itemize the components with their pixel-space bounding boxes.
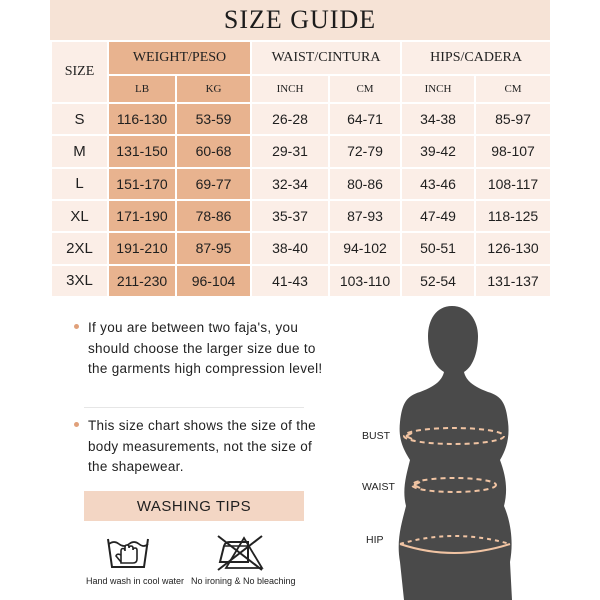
waist-inch-cell: 38-40 — [251, 232, 329, 264]
note-item — [72, 416, 334, 478]
size-header: SIZE — [51, 41, 108, 103]
size-cell: 3XL — [51, 265, 108, 297]
hips-header: HIPS/CADERA — [401, 41, 551, 75]
waist-header: WAIST/CINTURA — [251, 41, 401, 75]
hips-inch-cell: 43-46 — [401, 168, 475, 200]
size-cell: XL — [51, 200, 108, 232]
no-iron-label: No ironing & No bleaching — [191, 576, 296, 586]
lb-cell: 116-130 — [108, 103, 176, 135]
kg-cell: 87-95 — [176, 232, 251, 264]
hip-label: HIP — [366, 534, 384, 546]
note-text: This size chart shows the size of the body measurements, not the size of the shapewear. — [88, 418, 316, 474]
kg-cell: 60-68 — [176, 135, 251, 167]
table-sub-header-row — [51, 75, 551, 103]
hips-cm-cell: 126-130 — [475, 232, 551, 264]
lb-cell: 211-230 — [108, 265, 176, 297]
note-compression — [72, 318, 334, 380]
waist-inch-cell: 32-34 — [251, 168, 329, 200]
divider — [84, 407, 304, 408]
waist-cm-cell: 94-102 — [329, 232, 401, 264]
size-cell: L — [51, 168, 108, 200]
table-row — [51, 103, 551, 135]
waist-inch-cell: 35-37 — [251, 200, 329, 232]
hips-cm-header: CM — [475, 75, 551, 103]
size-cell: 2XL — [51, 232, 108, 264]
waist-cm-cell: 72-79 — [329, 135, 401, 167]
weight-header: WEIGHT/PESO — [108, 41, 251, 75]
hips-inch-cell: 50-51 — [401, 232, 475, 264]
lb-cell: 191-210 — [108, 232, 176, 264]
table-row — [51, 232, 551, 264]
note-text: If you are between two faja's, you should choose the larger size due to the garments high compression level! — [88, 320, 323, 376]
kg-header: KG — [176, 75, 251, 103]
silhouette-shape — [399, 306, 512, 600]
title-bar — [50, 0, 550, 40]
hips-inch-cell: 39-42 — [401, 135, 475, 167]
size-cell: M — [51, 135, 108, 167]
washing-tips-title: WASHING TIPS — [136, 497, 252, 515]
washing-tips-header — [84, 491, 304, 521]
bust-label: BUST — [362, 430, 391, 442]
table-row — [51, 135, 551, 167]
hips-cm-cell: 118-125 — [475, 200, 551, 232]
waist-inch-header: INCH — [251, 75, 329, 103]
waist-label: WAIST — [362, 481, 395, 493]
lb-cell: 171-190 — [108, 200, 176, 232]
hips-inch-cell: 47-49 — [401, 200, 475, 232]
waist-cm-header: CM — [329, 75, 401, 103]
bullet-dot-icon — [74, 324, 79, 329]
waist-cm-cell: 87-93 — [329, 200, 401, 232]
hips-inch-header: INCH — [401, 75, 475, 103]
kg-cell: 69-77 — [176, 168, 251, 200]
hand-wash-icon — [106, 533, 150, 571]
lb-header: LB — [108, 75, 176, 103]
kg-cell: 53-59 — [176, 103, 251, 135]
kg-cell: 78-86 — [176, 200, 251, 232]
no-iron-no-bleach-icon — [214, 532, 266, 572]
hips-inch-cell: 52-54 — [401, 265, 475, 297]
waist-inch-cell: 29-31 — [251, 135, 329, 167]
note-item — [72, 318, 334, 380]
page-title: SIZE GUIDE — [223, 5, 377, 34]
waist-inch-cell: 26-28 — [251, 103, 329, 135]
body-silhouette-image — [360, 300, 540, 600]
lb-cell: 131-150 — [108, 135, 176, 167]
waist-cm-cell: 64-71 — [329, 103, 401, 135]
note-body-measurements — [72, 416, 334, 478]
hips-inch-cell: 34-38 — [401, 103, 475, 135]
waist-cm-cell: 80-86 — [329, 168, 401, 200]
bullet-dot-icon — [74, 422, 79, 427]
hips-cm-cell: 131-137 — [475, 265, 551, 297]
size-table — [50, 40, 552, 298]
hand-wash-label: Hand wash in cool water — [86, 576, 185, 586]
lb-cell: 151-170 — [108, 168, 176, 200]
table-row — [51, 168, 551, 200]
table-row — [51, 265, 551, 297]
hips-cm-cell: 98-107 — [475, 135, 551, 167]
table-row — [51, 200, 551, 232]
waist-inch-cell: 41-43 — [251, 265, 329, 297]
hips-cm-cell: 85-97 — [475, 103, 551, 135]
hips-cm-cell: 108-117 — [475, 168, 551, 200]
kg-cell: 96-104 — [176, 265, 251, 297]
waist-cm-cell: 103-110 — [329, 265, 401, 297]
table-group-header-row — [51, 41, 551, 75]
size-cell: S — [51, 103, 108, 135]
